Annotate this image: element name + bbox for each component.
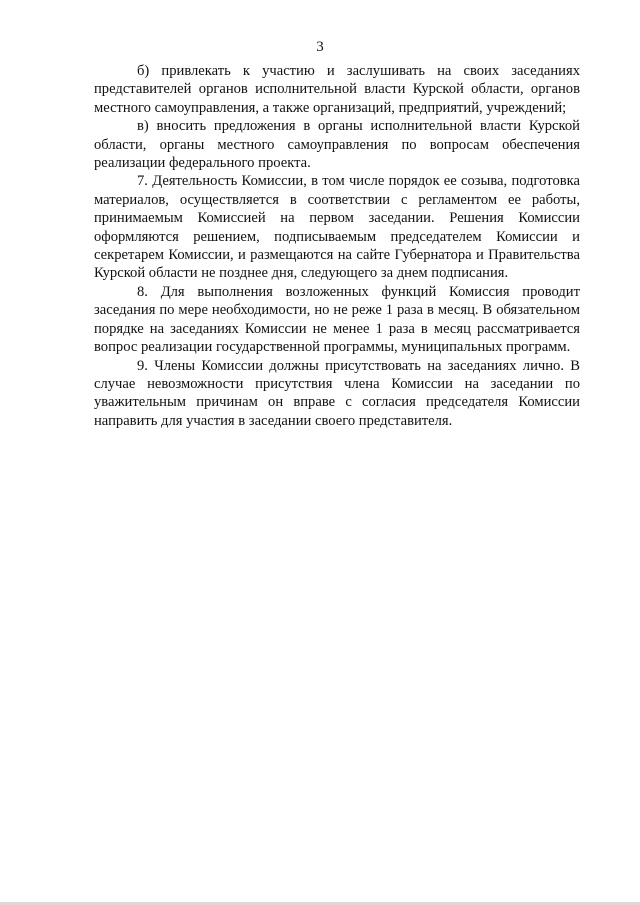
page-number: 3	[316, 39, 324, 55]
paragraph-v-submit-proposals: в) вносить предложения в органы исполнительной власти Курской области, органы местного самоуправления по вопросам обеспечения реализации федерального проекта.	[94, 118, 580, 172]
paragraph-9-member-attendance: 9. Члены Комиссии должны присутствовать на заседаниях лично. В случае невозможности присутствия члена Комиссии на заседании по уважительным причинам он вправе с согласия председателя Комиссии направить для участия в заседании своего представителя.	[94, 357, 580, 429]
paragraph-b-invite-representatives: б) привлекать к участию и заслушивать на своих заседаниях представителей органов исполнительной власти Курской области, органов местного самоуправления, а также организаций, предприятий, учреждений;	[94, 63, 580, 116]
paragraph-8-meeting-frequency: 8. Для выполнения возложенных функций Комиссия проводит заседания по мере необходимости, но не реже 1 раза в месяц. В обязательном порядке на заседаниях Комиссии не менее 1 раза в месяц рассматривается вопрос реализации государственной программы, муниципальных программ.	[94, 283, 580, 356]
paragraph-7-commission-activity: 7. Деятельность Комиссии, в том числе порядок ее созыва, подготовка материалов, осуществляется в соответствии с регламентом ее работы, принимаемым Комиссией на первом заседании. Решения Комиссии оформляются решением, подписываемым председателем Комиссии и секретарем Комиссии, и размещаются на сайте Губернатора и Правительства Курской области не позднее дня, следующего за днем подписания.	[94, 173, 580, 282]
document-body	[94, 62, 580, 430]
